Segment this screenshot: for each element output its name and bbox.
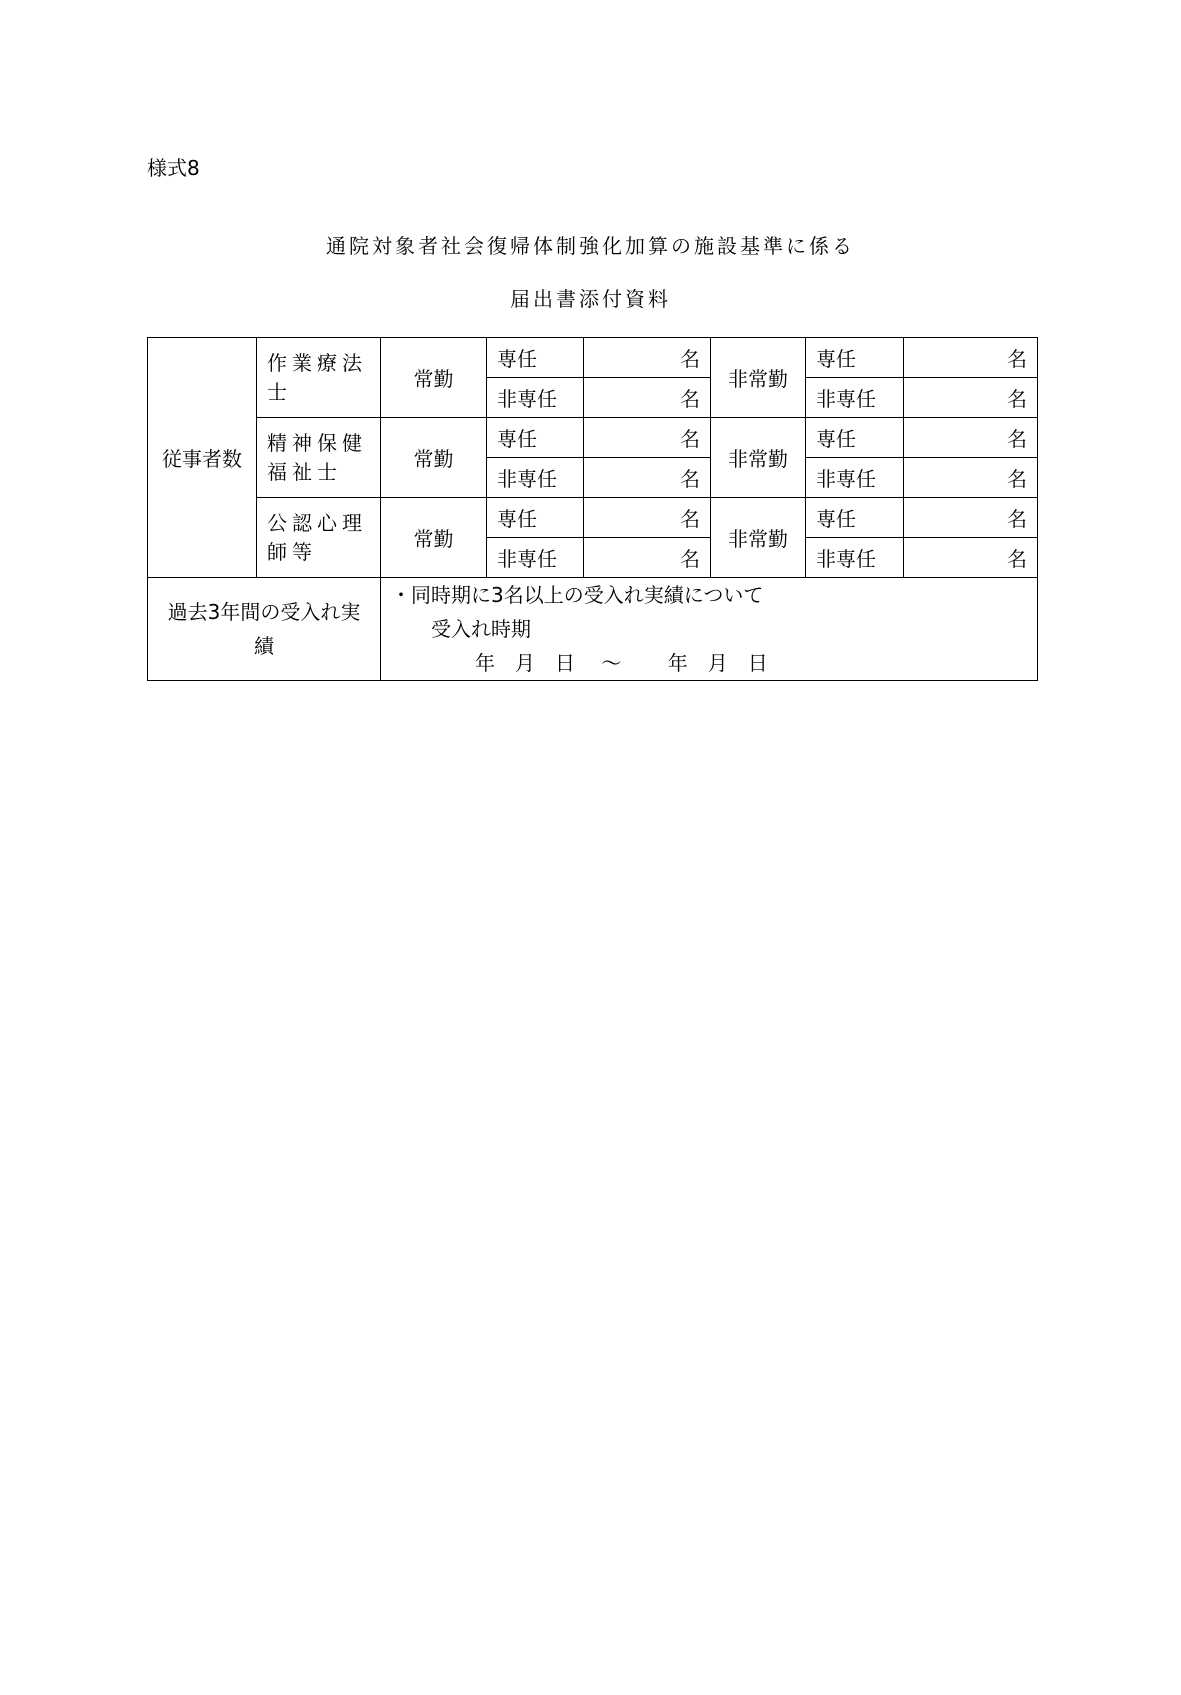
count-cell[interactable]: 名 xyxy=(584,378,711,418)
dedicated-label: 専任 xyxy=(487,338,584,378)
fulltime-label: 常勤 xyxy=(381,498,487,578)
fulltime-label: 常勤 xyxy=(381,418,487,498)
count-cell[interactable]: 名 xyxy=(584,538,711,578)
count-cell[interactable]: 名 xyxy=(584,418,711,458)
non-dedicated-label: 非専任 xyxy=(806,538,904,578)
profession-psw: 精神保健福祉士 xyxy=(257,418,381,498)
count-cell[interactable]: 名 xyxy=(904,498,1038,538)
dedicated-label: 専任 xyxy=(806,338,904,378)
staff-count-label: 従事者数 xyxy=(148,338,257,578)
staff-row xyxy=(148,498,1038,538)
dedicated-label: 専任 xyxy=(806,498,904,538)
past-record-label: 過去3年間の受入れ実績 xyxy=(148,578,381,681)
count-cell[interactable]: 名 xyxy=(904,538,1038,578)
count-cell[interactable]: 名 xyxy=(904,338,1038,378)
count-cell[interactable]: 名 xyxy=(584,458,711,498)
parttime-label: 非常勤 xyxy=(711,418,806,498)
staff-table xyxy=(147,337,1038,681)
non-dedicated-label: 非専任 xyxy=(487,458,584,498)
profession-ot: 作業療法士 xyxy=(257,338,381,418)
staff-row xyxy=(148,338,1038,378)
count-cell[interactable]: 名 xyxy=(904,458,1038,498)
dedicated-label: 専任 xyxy=(806,418,904,458)
form-number: 様式8 xyxy=(147,156,200,180)
count-cell[interactable]: 名 xyxy=(584,498,711,538)
non-dedicated-label: 非専任 xyxy=(806,378,904,418)
staff-row xyxy=(148,418,1038,458)
non-dedicated-label: 非専任 xyxy=(806,458,904,498)
non-dedicated-label: 非専任 xyxy=(487,538,584,578)
document-title: 通院対象者社会復帰体制強化加算の施設基準に係る xyxy=(326,234,855,258)
count-cell[interactable]: 名 xyxy=(584,338,711,378)
profession-psychologist: 公認心理師等 xyxy=(257,498,381,578)
dedicated-label: 専任 xyxy=(487,498,584,538)
period-field[interactable]: 年 月 日 ～ 年 月 日 xyxy=(475,651,768,675)
period-label: 受入れ時期 xyxy=(431,617,531,641)
count-cell[interactable]: 名 xyxy=(904,418,1038,458)
dedicated-label: 専任 xyxy=(487,418,584,458)
past-record-row xyxy=(148,578,1038,681)
past-record-bullet: ・同時期に3名以上の受入れ実績について xyxy=(391,583,764,607)
non-dedicated-label: 非専任 xyxy=(487,378,584,418)
document-subtitle: 届出書添付資料 xyxy=(510,287,671,311)
parttime-label: 非常勤 xyxy=(711,498,806,578)
count-cell[interactable]: 名 xyxy=(904,378,1038,418)
parttime-label: 非常勤 xyxy=(711,338,806,418)
fulltime-label: 常勤 xyxy=(381,338,487,418)
past-record-cell[interactable] xyxy=(381,578,1038,681)
